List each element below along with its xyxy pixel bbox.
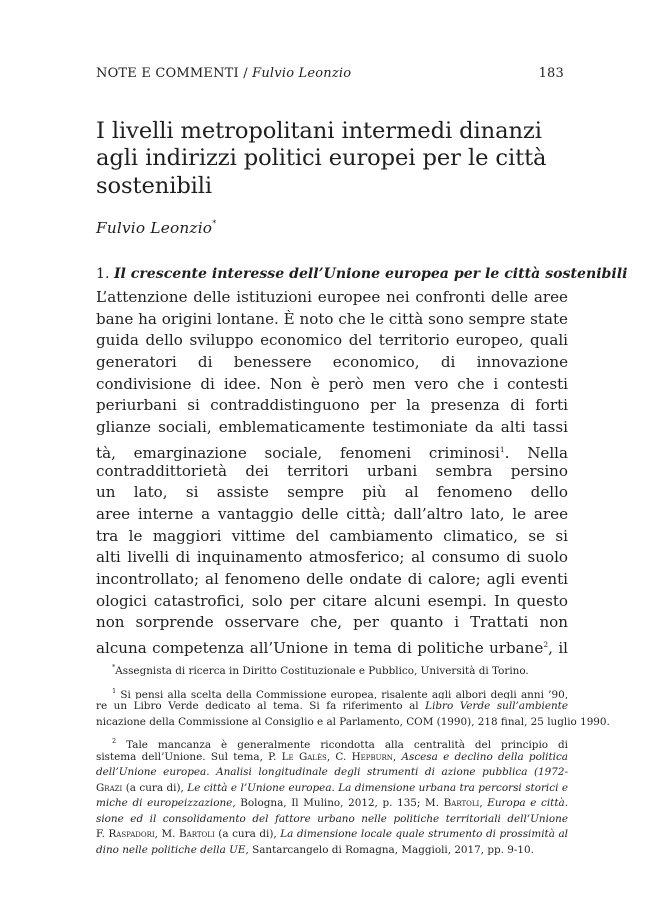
footnote-text: F.: [96, 828, 109, 840]
footnote-mark: 2: [112, 737, 117, 745]
body-line: condivisione di idee. Non è però men vero che i contesti: [96, 374, 568, 393]
footnote-citation-title: miche di europeizzazione: [96, 797, 233, 809]
footnote-text: nicazione della Commissione al Consiglio e al Parlamento, COM (1990), 218 final, 25 luglio 1990.: [96, 715, 610, 728]
section-number: 1.: [96, 266, 110, 282]
footnotes: [96, 660, 610, 862]
body-line: non sorprende osservare che, per quanto i Trattati non: [96, 613, 568, 632]
footnote-author: Bartoli: [179, 828, 215, 840]
body-line: alti livelli di inquinamento atmosferico; al consumo di suolo: [96, 548, 568, 567]
author-footnote-mark: *: [212, 219, 217, 228]
footnote-author: Le Galès: [281, 750, 327, 763]
footnote-text: re un Libro Verde dedicato al tema. Si fa riferimento al: [96, 700, 426, 712]
footnote-text: , Bologna, Il Mulino, 2012, p. 135; M.: [232, 797, 444, 809]
body-line: bane ha origini lontane. È noto che le città sono sempre state: [96, 309, 568, 328]
footnote-text: , M.: [154, 828, 180, 840]
body-line: incontrollato; al fenomeno delle ondate di calore; agli eventi: [96, 569, 568, 588]
footnote-text: , C.: [326, 750, 352, 763]
section-heading: [96, 266, 628, 282]
running-header-separator: /: [243, 66, 248, 81]
running-header-section: NOTE E COMMENTI: [96, 66, 239, 81]
body-line: ologici catastrofici, solo per citare alcuni esempi. In questo: [96, 591, 568, 610]
article-title-line-1: I livelli metropolitani intermedi dinanzi: [96, 118, 542, 144]
body-line-text: tà, emarginazione sociale, fenomeni criminosi: [96, 443, 500, 461]
footnote-mark: 1: [112, 686, 117, 695]
body-line: generatori di benessere economico, di innovazione: [96, 353, 568, 372]
body-line: periurbani si contraddistinguono per la presenza di forti: [96, 396, 568, 415]
footnote-citation-title: Le città e l’Unione europea. La dimensione urbana tra percorsi storici e: [187, 781, 568, 794]
running-header-author: Fulvio Leonzio: [252, 66, 352, 81]
footnote-2: [96, 734, 568, 858]
footnote-text: , Santarcangelo di Romagna, Maggioli, 2017, pp. 9-10.: [245, 843, 534, 856]
body-paragraph: [96, 287, 568, 656]
body-line: glianze sociali, emblematicamente testimoniate da alti tassi: [96, 418, 568, 437]
footnote-author: Hepburn: [351, 750, 393, 763]
footnote-citation-title: La dimensione locale quale strumento di prossimità al: [280, 828, 568, 840]
footnote-text: (a cura di),: [122, 781, 188, 794]
footnote-author: Grazi: [96, 781, 123, 794]
footnote-text: ,: [392, 750, 402, 763]
body-line-tail: . Nella: [504, 443, 568, 461]
body-line-text: alcuna competenza all’Unione in tema di politiche urbane: [96, 639, 544, 656]
footnote-author: Bartoli: [443, 797, 480, 809]
article-title-line-2: agli indirizzi politici europei per le città: [96, 145, 547, 172]
footnote-author: Raspadori: [108, 828, 155, 840]
footnote-citation-title: Libro Verde sull’ambiente: [425, 700, 568, 712]
body-line-with-footnote-ref: [96, 634, 568, 656]
footnote-text: (a cura di),: [214, 828, 281, 840]
body-line-tail: , il: [548, 639, 568, 656]
footnote-star: [96, 660, 568, 680]
body-line-with-footnote-ref: [96, 439, 568, 461]
footnote-citation-title: dell’Unione europea. Analisi longitudinale degli strumenti di azione pubblica (1972-: [96, 766, 568, 778]
footnote-citation-title: Europa e città.: [487, 797, 568, 809]
page-number: 183: [538, 66, 564, 81]
footnote-text: Assegnista di ricerca in Diritto Costituzionale e Pubblico, Università di Torino.: [115, 665, 529, 677]
footnote-citation-title: Ascesa e declino della politica: [401, 750, 568, 763]
footnote-text: sistema dell’Unione. Sul tema, P.: [96, 750, 282, 763]
footnote-citation-title: dino nelle politiche della UE: [96, 843, 246, 856]
body-line: L’attenzione delle istituzioni europee nei confronti delle aree: [96, 288, 568, 306]
article-title: [96, 118, 566, 200]
footnote-text: Tale mancanza è generalmente ricondotta alla centralità del principio di: [126, 739, 568, 750]
article-author: [96, 219, 216, 237]
footnote-text: ,: [479, 797, 488, 809]
footnote-1: [96, 684, 610, 731]
article-title-line-3: sostenibili: [96, 172, 213, 199]
footnote-text: Si pensi alla scelta della Commissione europea, risalente agli albori degli anni ’90,: [120, 688, 568, 699]
running-header: [96, 66, 564, 81]
section-title: Il crescente interesse dell’Unione europea per le città sostenibili: [113, 266, 628, 282]
article-author-name: Fulvio Leonzio: [96, 219, 213, 237]
body-line: tra le maggiori vittime del cambiamento climatico, se si: [96, 526, 568, 545]
body-line: contraddittorietà dei territori urbani sembra persino: [96, 461, 568, 480]
body-line: un lato, si assiste sempre più al fenomeno dello: [96, 483, 568, 502]
body-line: aree interne a vantaggio delle città; dall’altro lato, le aree: [96, 504, 568, 523]
body-line: guida dello sviluppo economico del territorio europeo, quali: [96, 331, 568, 350]
footnote-ref: 2: [543, 640, 549, 649]
footnote-ref: 1: [499, 444, 505, 454]
footnote-citation-title: sione ed il consolidamento del fattore urbano nelle politiche territoriali dell’Unione: [96, 812, 568, 825]
footnote-mark: *: [112, 663, 116, 671]
